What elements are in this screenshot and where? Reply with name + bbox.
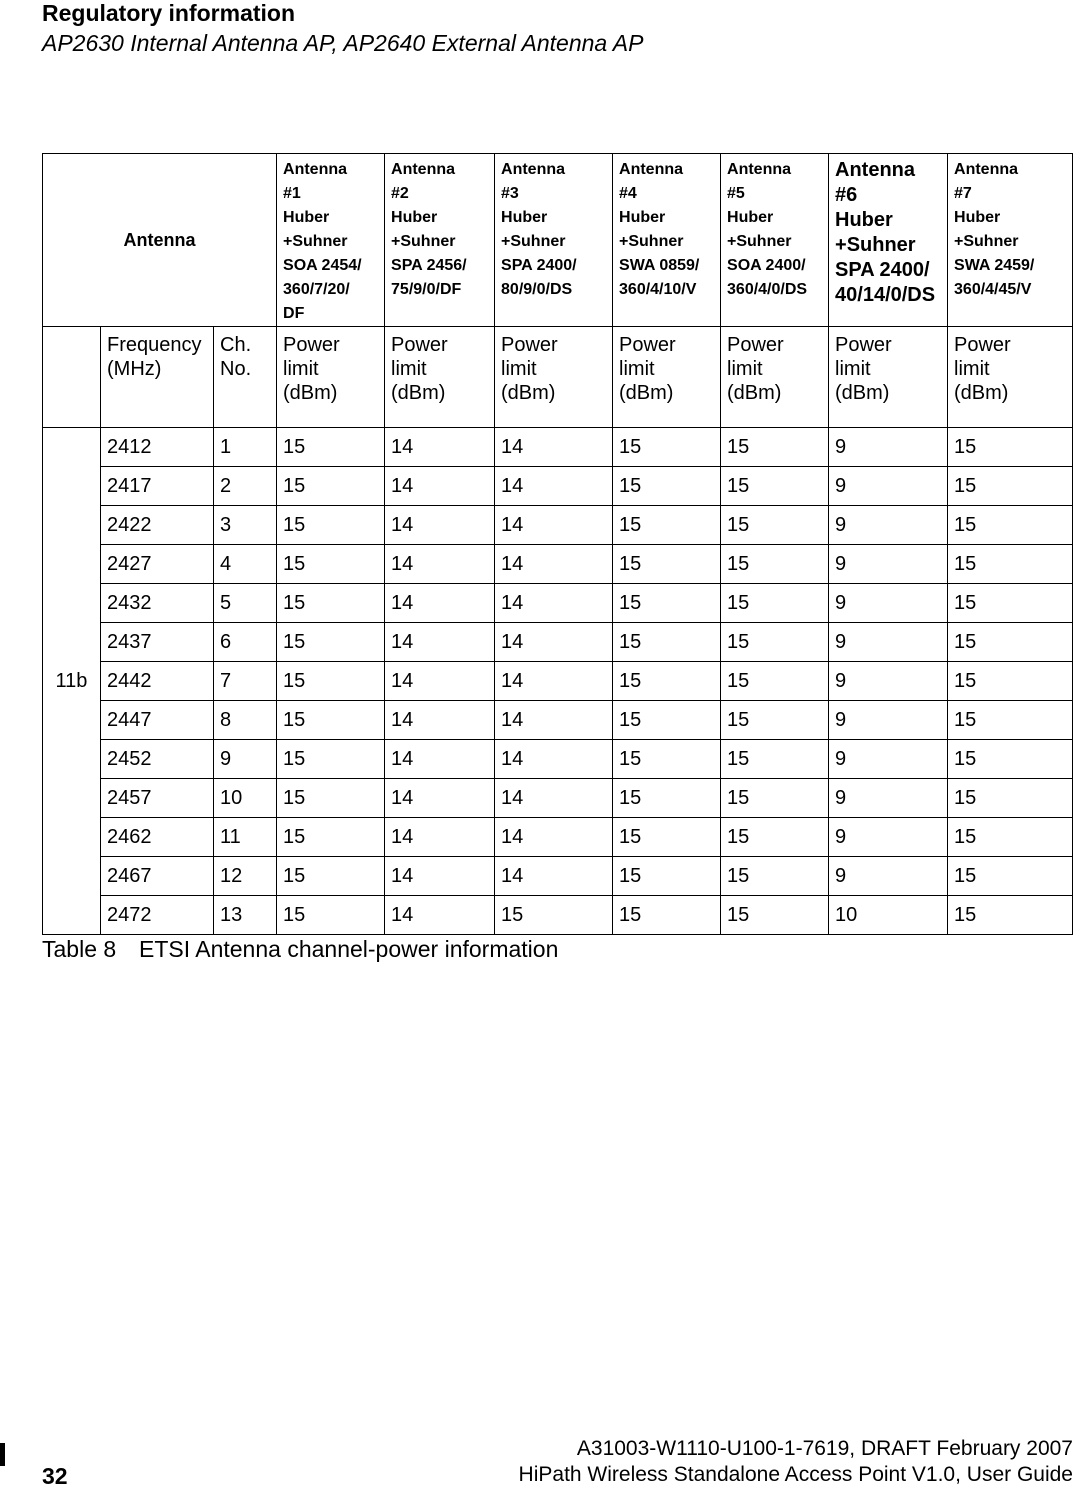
header-line: Huber	[835, 209, 893, 231]
frequency-cell: 2472	[101, 896, 214, 935]
power-limit-cell: 15	[721, 584, 829, 623]
header-line: Ch.	[220, 334, 252, 356]
channel-cell: 13	[214, 896, 277, 935]
power-limit-cell: 14	[495, 428, 613, 467]
table-row	[43, 506, 1073, 545]
frequency-cell: 2467	[101, 857, 214, 896]
frequency-cell: 2452	[101, 740, 214, 779]
page-title: Regulatory information	[42, 0, 296, 26]
table-row	[43, 584, 1073, 623]
table-row	[43, 662, 1073, 701]
frequency-cell: 2432	[101, 584, 214, 623]
power-header	[277, 327, 385, 428]
header-line: 75/9/0/DF	[391, 281, 462, 298]
frequency-cell: 2462	[101, 818, 214, 857]
header-line: 40/14/0/DS	[835, 284, 936, 306]
power-limit-cell: 15	[721, 818, 829, 857]
header-line: +Suhner	[835, 234, 916, 256]
header-line: Antenna	[835, 159, 916, 181]
change-bar	[0, 1443, 5, 1466]
power-limit-cell: 15	[721, 701, 829, 740]
channel-header	[214, 327, 277, 428]
header-line: limit	[835, 358, 871, 380]
power-header	[613, 327, 721, 428]
channel-cell: 9	[214, 740, 277, 779]
channel-cell: 7	[214, 662, 277, 701]
header-line: 360/4/10/V	[619, 281, 697, 298]
power-limit-cell: 15	[613, 428, 721, 467]
power-limit-cell: 14	[385, 779, 495, 818]
frequency-header	[101, 327, 214, 428]
band-header-empty	[43, 327, 101, 428]
power-limit-cell: 15	[948, 584, 1073, 623]
unit-header-row	[43, 327, 1073, 428]
power-limit-cell: 15	[277, 662, 385, 701]
header-line: +Suhner	[619, 233, 684, 250]
header-line: +Suhner	[391, 233, 456, 250]
header-line: Huber	[727, 209, 774, 226]
header-line: #4	[619, 185, 637, 202]
power-limit-cell: 15	[613, 662, 721, 701]
header-line: Power	[727, 334, 784, 356]
antenna-6-header	[829, 154, 948, 327]
header-line: SOA 2400/	[727, 257, 806, 274]
header-line: Antenna	[283, 161, 348, 178]
frequency-cell: 2412	[101, 428, 214, 467]
power-limit-cell: 15	[277, 428, 385, 467]
antenna-1-header	[277, 154, 385, 327]
header-line: Frequency	[107, 334, 202, 356]
header-line: 360/4/0/DS	[727, 281, 808, 298]
header-line: Huber	[391, 209, 438, 226]
frequency-cell: 2437	[101, 623, 214, 662]
power-limit-cell: 15	[721, 662, 829, 701]
power-limit-cell: 9	[829, 818, 948, 857]
table-row	[43, 467, 1073, 506]
header-line: (dBm)	[835, 382, 890, 404]
power-limit-cell: 14	[495, 623, 613, 662]
power-limit-cell: 14	[385, 584, 495, 623]
power-limit-cell: 15	[613, 740, 721, 779]
power-limit-cell: 15	[277, 467, 385, 506]
header-line: Huber	[954, 209, 1001, 226]
header-line: (dBm)	[954, 382, 1009, 404]
power-limit-cell: 15	[613, 506, 721, 545]
header-line: SWA 0859/	[619, 257, 700, 274]
header-line: limit	[391, 358, 427, 380]
power-limit-cell: 9	[829, 779, 948, 818]
power-limit-cell: 9	[829, 740, 948, 779]
power-limit-cell: 14	[385, 818, 495, 857]
antenna-5-header	[721, 154, 829, 327]
power-limit-cell: 15	[277, 857, 385, 896]
power-limit-cell: 9	[829, 467, 948, 506]
power-limit-cell: 15	[613, 584, 721, 623]
footer-doc-id: A31003-W1110-U100-1-7619, DRAFT February 2007	[576, 1437, 1073, 1460]
power-limit-cell: 15	[277, 701, 385, 740]
power-header	[385, 327, 495, 428]
header-line: Antenna	[501, 161, 566, 178]
power-limit-cell: 15	[277, 896, 385, 935]
power-limit-cell: 14	[385, 740, 495, 779]
header-line: (dBm)	[283, 382, 338, 404]
power-limit-cell: 15	[277, 779, 385, 818]
power-limit-cell: 15	[948, 428, 1073, 467]
header-line: Antenna	[954, 161, 1019, 178]
power-limit-cell: 14	[495, 506, 613, 545]
frequency-cell: 2447	[101, 701, 214, 740]
power-limit-cell: 15	[277, 584, 385, 623]
header-line: (dBm)	[391, 382, 446, 404]
power-limit-cell: 14	[495, 584, 613, 623]
header-line: SOA 2454/	[283, 257, 362, 274]
channel-cell: 12	[214, 857, 277, 896]
header-line: Power	[283, 334, 340, 356]
power-limit-cell: 14	[385, 896, 495, 935]
header-line: 360/4/45/V	[954, 281, 1032, 298]
antenna-label: Antenna	[43, 154, 277, 327]
antenna-7-header	[948, 154, 1073, 327]
header-line: Antenna	[727, 161, 792, 178]
header-line: +Suhner	[501, 233, 566, 250]
power-limit-cell: 15	[948, 857, 1073, 896]
power-limit-cell: 9	[829, 428, 948, 467]
table-row	[43, 545, 1073, 584]
channel-cell: 11	[214, 818, 277, 857]
header-line: Huber	[283, 209, 330, 226]
power-header	[829, 327, 948, 428]
power-limit-cell: 9	[829, 701, 948, 740]
power-limit-cell: 15	[277, 740, 385, 779]
channel-power-table	[42, 153, 1073, 935]
power-limit-cell: 15	[721, 623, 829, 662]
header-line: SPA 2400/	[835, 259, 930, 281]
channel-cell: 10	[214, 779, 277, 818]
header-line: 360/7/20/	[283, 281, 350, 298]
header-line: (MHz)	[107, 358, 162, 380]
antenna-3-header	[495, 154, 613, 327]
header-line: 80/9/0/DS	[501, 281, 573, 298]
channel-cell: 2	[214, 467, 277, 506]
header-line: limit	[727, 358, 763, 380]
header-line: DF	[283, 305, 305, 322]
power-limit-cell: 14	[385, 857, 495, 896]
power-limit-cell: 15	[721, 428, 829, 467]
power-limit-cell: 14	[495, 701, 613, 740]
power-limit-cell: 15	[721, 740, 829, 779]
header-line: Power	[501, 334, 558, 356]
power-limit-cell: 14	[385, 623, 495, 662]
power-limit-cell: 14	[385, 506, 495, 545]
channel-cell: 3	[214, 506, 277, 545]
power-limit-cell: 15	[948, 545, 1073, 584]
power-limit-cell: 15	[948, 818, 1073, 857]
power-limit-cell: 15	[613, 545, 721, 584]
power-limit-cell: 14	[385, 428, 495, 467]
header-line: limit	[501, 358, 537, 380]
channel-cell: 5	[214, 584, 277, 623]
header-line: limit	[954, 358, 990, 380]
frequency-cell: 2457	[101, 779, 214, 818]
power-limit-cell: 14	[495, 467, 613, 506]
power-limit-cell: 15	[721, 506, 829, 545]
header-line: (dBm)	[501, 382, 556, 404]
header-line: Antenna	[619, 161, 684, 178]
frequency-cell: 2427	[101, 545, 214, 584]
power-limit-cell: 15	[613, 857, 721, 896]
power-limit-cell: 15	[948, 467, 1073, 506]
power-limit-cell: 14	[495, 662, 613, 701]
power-limit-cell: 15	[613, 779, 721, 818]
antenna-2-header	[385, 154, 495, 327]
header-line: #1	[283, 185, 301, 202]
power-limit-cell: 15	[948, 740, 1073, 779]
power-limit-cell: 15	[277, 506, 385, 545]
power-limit-cell: 9	[829, 662, 948, 701]
power-limit-cell: 9	[829, 506, 948, 545]
header-line: limit	[283, 358, 319, 380]
power-limit-cell: 15	[948, 896, 1073, 935]
power-limit-cell: 15	[948, 623, 1073, 662]
header-line: #3	[501, 185, 519, 202]
header-line: #6	[835, 184, 858, 206]
power-limit-cell: 15	[277, 818, 385, 857]
header-line: Power	[835, 334, 892, 356]
header-line: No.	[220, 358, 252, 380]
page-number: 32	[42, 1463, 68, 1489]
power-limit-cell: 15	[948, 662, 1073, 701]
footer-guide-title: HiPath Wireless Standalone Access Point V1.0, User Guide	[518, 1463, 1073, 1486]
power-limit-cell: 9	[829, 584, 948, 623]
power-limit-cell: 14	[385, 662, 495, 701]
power-limit-cell: 15	[721, 779, 829, 818]
frequency-cell: 2442	[101, 662, 214, 701]
power-header	[495, 327, 613, 428]
channel-cell: 8	[214, 701, 277, 740]
power-limit-cell: 14	[385, 545, 495, 584]
header-line: (dBm)	[727, 382, 782, 404]
power-limit-cell: 15	[277, 545, 385, 584]
power-limit-cell: 9	[829, 623, 948, 662]
header-line: limit	[619, 358, 655, 380]
power-limit-cell: 14	[495, 857, 613, 896]
header-line: #2	[391, 185, 409, 202]
table-row	[43, 896, 1073, 935]
channel-cell: 4	[214, 545, 277, 584]
header-line: +Suhner	[727, 233, 792, 250]
table-row	[43, 857, 1073, 896]
caption-text: ETSI Antenna channel-power information	[139, 936, 559, 962]
header-line: Power	[619, 334, 676, 356]
power-limit-cell: 15	[948, 506, 1073, 545]
power-limit-cell: 10	[829, 896, 948, 935]
header-line: #7	[954, 185, 972, 202]
power-limit-cell: 14	[385, 467, 495, 506]
antenna-header-row	[43, 154, 1073, 327]
caption-number: Table 8	[42, 936, 117, 962]
power-header	[948, 327, 1073, 428]
power-limit-cell: 15	[613, 623, 721, 662]
power-limit-cell: 15	[277, 623, 385, 662]
header-line: +Suhner	[283, 233, 348, 250]
power-limit-cell: 14	[495, 818, 613, 857]
frequency-cell: 2422	[101, 506, 214, 545]
channel-cell: 1	[214, 428, 277, 467]
power-limit-cell: 14	[495, 779, 613, 818]
power-limit-cell: 15	[948, 701, 1073, 740]
header-line: Huber	[619, 209, 666, 226]
channel-cell: 6	[214, 623, 277, 662]
header-line: SWA 2459/	[954, 257, 1035, 274]
power-limit-cell: 15	[495, 896, 613, 935]
power-limit-cell: 14	[495, 740, 613, 779]
table-row	[43, 623, 1073, 662]
header-line: Power	[954, 334, 1011, 356]
power-limit-cell: 9	[829, 545, 948, 584]
table-row	[43, 818, 1073, 857]
antenna-4-header	[613, 154, 721, 327]
header-line: (dBm)	[619, 382, 674, 404]
table-row	[43, 428, 1073, 467]
table-row	[43, 701, 1073, 740]
power-limit-cell: 15	[721, 857, 829, 896]
header-line: SPA 2400/	[501, 257, 577, 274]
power-limit-cell: 15	[721, 467, 829, 506]
frequency-cell: 2417	[101, 467, 214, 506]
header-line: SPA 2456/	[391, 257, 467, 274]
power-header	[721, 327, 829, 428]
power-limit-cell: 15	[721, 896, 829, 935]
header-line: Huber	[501, 209, 548, 226]
power-limit-cell: 15	[721, 545, 829, 584]
table-row	[43, 779, 1073, 818]
header-line: +Suhner	[954, 233, 1019, 250]
page-subtitle: AP2630 Internal Antenna AP, AP2640 External Antenna AP	[42, 30, 644, 56]
power-limit-cell: 15	[613, 818, 721, 857]
power-limit-cell: 15	[613, 701, 721, 740]
header-line: Antenna	[391, 161, 456, 178]
table-row	[43, 740, 1073, 779]
power-limit-cell: 9	[829, 857, 948, 896]
power-limit-cell: 14	[495, 545, 613, 584]
power-limit-cell: 15	[948, 779, 1073, 818]
header-line: Power	[391, 334, 448, 356]
header-line: #5	[727, 185, 745, 202]
power-limit-cell: 15	[613, 467, 721, 506]
table-caption	[42, 936, 558, 963]
power-limit-cell: 15	[613, 896, 721, 935]
band-cell: 11b	[43, 428, 101, 935]
power-limit-cell: 14	[385, 701, 495, 740]
